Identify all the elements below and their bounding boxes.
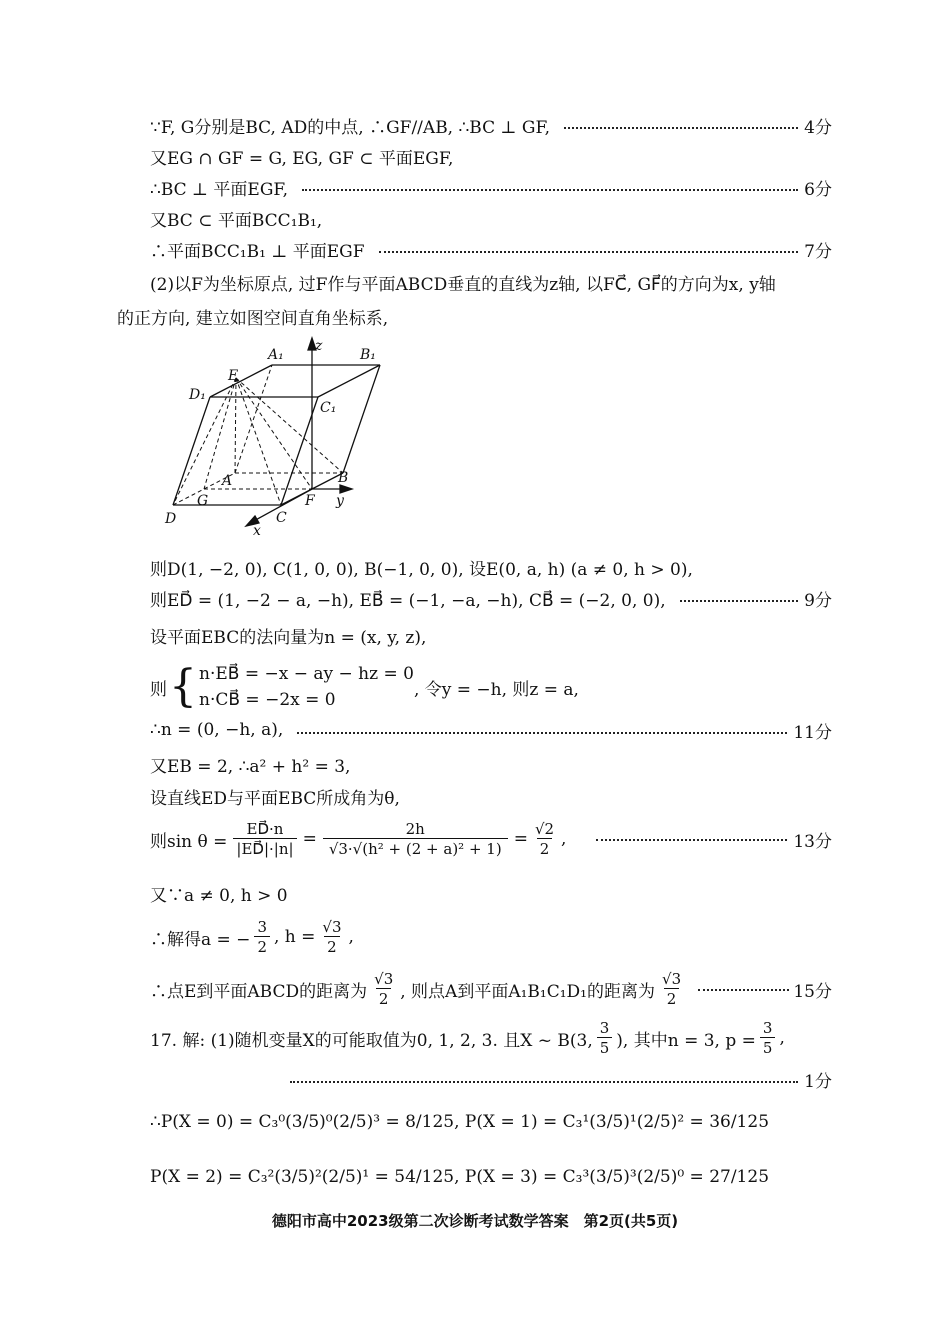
line-18: ∴点E到平面ABCD的距离为 √3 2 , 则点A到平面A₁B₁C₁D₁的距离为 √3 2 15分 <box>150 970 832 1008</box>
label-A: A <box>222 473 233 489</box>
line-13: 又EB = 2, ∴a² + h² = 3, <box>150 757 351 777</box>
line-19: 17. 解: (1)随机变量X的可能取值为0, 1, 2, 3. 且X ~ B(3, 3 5 ), 其中n = 3, p = $\frac{3}{5}$ , <box>150 1019 785 1057</box>
line-15: 则sin θ = $\frac{ED⃗\cdot n}{|ED⃗|\cdot|n|}$ = $\frac{2h}{\text{√3·√(h² + (2 + a)² + 1)}}$ = $\frac{√2}{2}$ , 13分 <box>150 820 832 858</box>
leader-dots <box>564 125 798 129</box>
line-21: ∴P(X = 0) = C₃⁰(3/5)⁰(2/5)³ = 8/125, P(X = 1) = C₃¹(3/5)¹(2/5)² = 36/125 <box>150 1112 770 1132</box>
label-z: z <box>315 338 323 354</box>
label-D: D <box>165 511 177 527</box>
fraction: $\frac{ED⃗\cdot n}{|ED⃗|\cdot|n|}$ <box>233 820 296 858</box>
leader-dots <box>596 837 787 841</box>
fraction: $\frac{√2}{2}$ <box>534 820 555 858</box>
score: 15分 <box>793 981 832 1002</box>
score: 7分 <box>804 241 832 262</box>
fraction: $\frac{3}{2}$ <box>254 918 270 956</box>
brace-icon: { <box>169 661 197 712</box>
leader-dots <box>290 1079 798 1083</box>
line-9: 则ED⃗ = (1, −2 − a, −h), EB⃗ = (−1, −a, −h), CB⃗ = (−2, 0, 0), 9分 <box>150 584 832 612</box>
label-D1: D₁ <box>189 387 206 403</box>
line-12: ∴n = (0, −h, a), 11分 <box>150 716 832 744</box>
label-G: G <box>197 493 209 509</box>
fraction: 3 5 <box>597 1019 613 1057</box>
score: 4分 <box>804 117 832 138</box>
leader-dots <box>379 249 799 253</box>
line-5: ∴平面BCC₁B₁ ⊥ 平面EGF 7分 <box>150 235 832 263</box>
score: 6分 <box>804 179 832 200</box>
leader-dots <box>302 187 798 191</box>
line-8: 则D(1, −2, 0), C(1, 0, 0), B(−1, 0, 0), 设E(0, a, h) (a ≠ 0, h > 0), <box>150 560 693 580</box>
label-C1: C₁ <box>320 400 337 416</box>
score: 13分 <box>793 831 832 852</box>
page-footer: 德阳市高中2023级第二次诊断考试数学答案 第2页(共5页) <box>271 1212 679 1230</box>
line-10: 设平面EBC的法向量为n = (x, y, z), <box>150 628 427 648</box>
label-B1: B₁ <box>360 347 376 363</box>
line-11: 则 { n·EB⃗ = −x − ay − hz = 0 n·CB⃗ = −2x = 0 , 令y = −h, 则z = a, <box>150 661 579 712</box>
label-E: E <box>228 368 239 384</box>
score: 11分 <box>793 722 832 743</box>
label-C: C <box>276 510 287 526</box>
line-2: 又EG ∩ GF = G, EG, GF ⊂ 平面EGF, <box>150 148 454 169</box>
leader-dots <box>680 598 799 602</box>
fraction: $\frac{3}{5}$ <box>760 1019 776 1057</box>
label-F: F <box>305 493 315 509</box>
score: 9分 <box>804 590 832 611</box>
line-3: ∴BC ⊥ 平面EGF, 6分 <box>150 173 832 201</box>
fraction: √3 2 <box>374 970 394 1008</box>
label-x: x <box>253 523 261 537</box>
line-1: ∵F, G分别是BC, AD的中点, ∴GF//AB, ∴BC ⊥ GF, 4分 <box>150 111 832 139</box>
label-y: y <box>336 493 344 509</box>
fraction: $\frac{2h}{\text{√3·√(h² + (2 + a)² + 1)}}$ <box>323 820 508 858</box>
prism-figure <box>160 332 390 537</box>
line-7: 的正方向, 建立如图空间直角坐标系, <box>117 309 389 329</box>
fraction: $\frac{√3}{2}$ <box>322 918 342 956</box>
leader-dots <box>297 730 787 734</box>
line-4: 又BC ⊂ 平面BCC₁B₁, <box>150 210 323 231</box>
score: 1分 <box>804 1071 832 1092</box>
label-B: B <box>338 470 349 486</box>
line-22: P(X = 2) = C₃²(3/5)²(2/5)¹ = 54/125, P(X = 3) = C₃³(3/5)³(2/5)⁰ = 27/125 <box>150 1167 770 1187</box>
line-20 <box>290 1065 832 1093</box>
line-6: (2)以F为坐标原点, 过F作与平面ABCD垂直的直线为z轴, 以FC⃗, GF⃗的方向为x, y轴 <box>150 275 776 295</box>
line-16: 又∵a ≠ 0, h > 0 <box>150 886 288 906</box>
line-14: 设直线ED与平面EBC所成角为θ, <box>150 789 400 809</box>
fraction: √3 2 <box>662 970 682 1008</box>
leader-dots <box>698 987 789 991</box>
label-A1: A₁ <box>268 347 284 363</box>
line-17: ∴解得a = − $\frac{3}{2}$ , h = $\frac{√3}{2}$ , <box>150 918 354 956</box>
